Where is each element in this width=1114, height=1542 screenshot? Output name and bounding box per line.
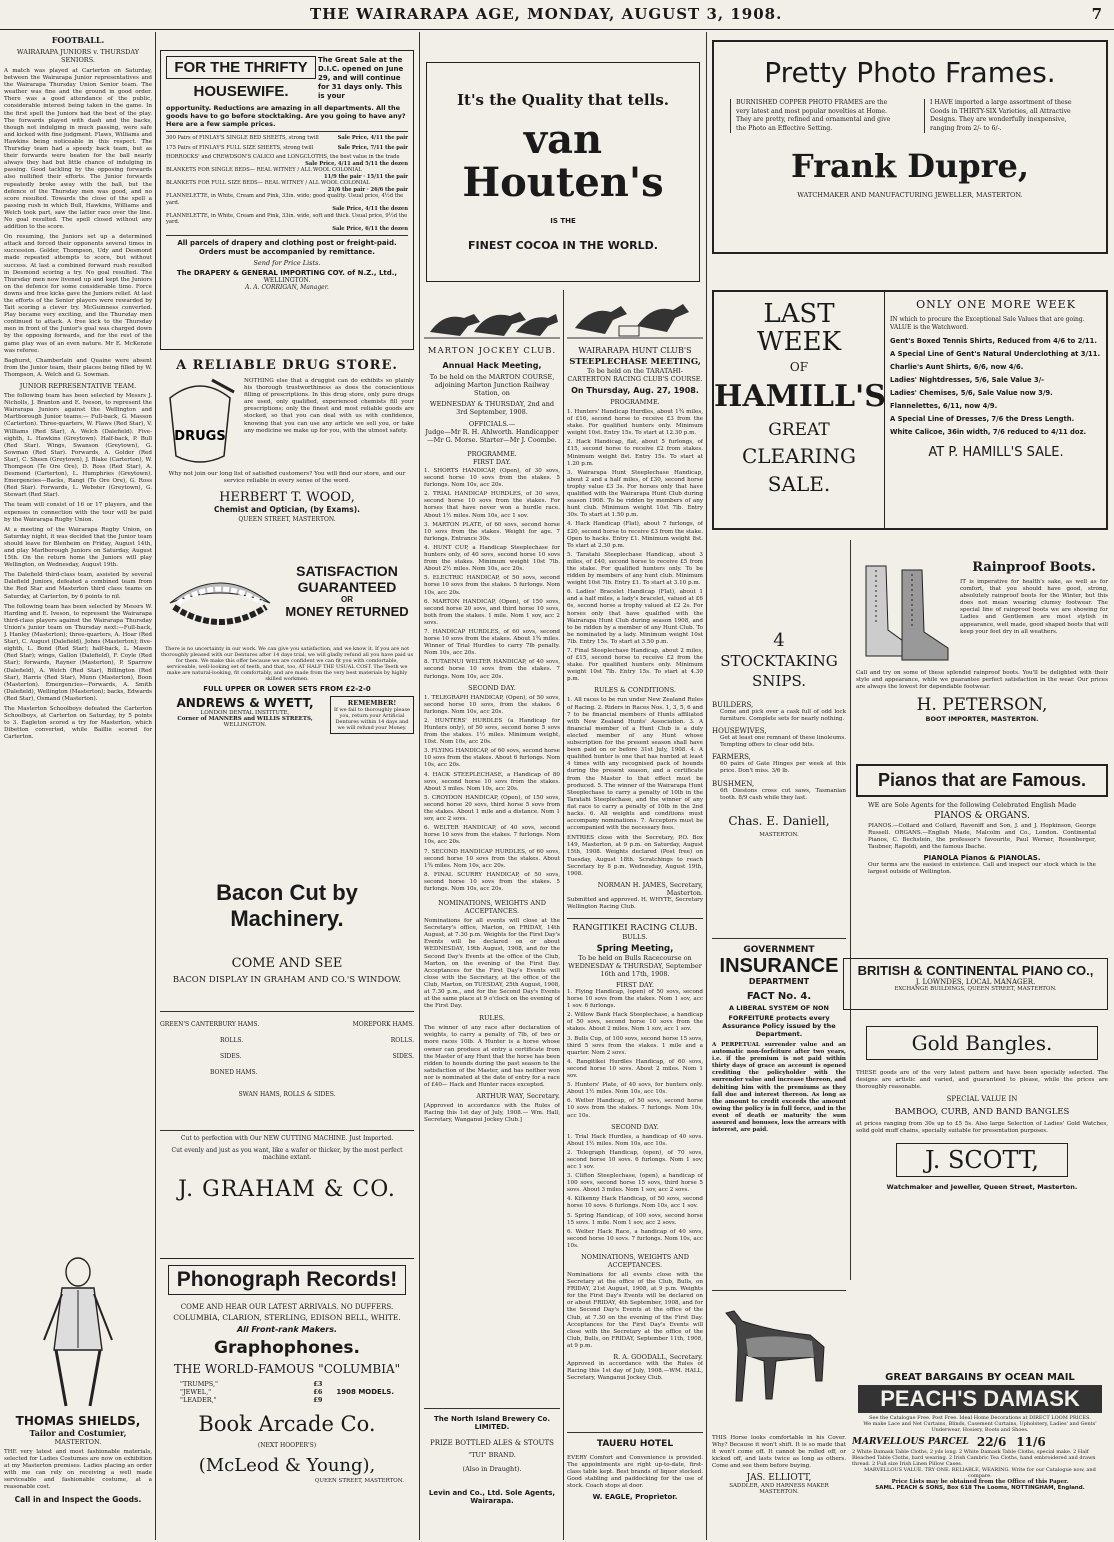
peach-price: 22/6 <box>976 1435 1007 1449</box>
race-item: 5. CROYDON HANDICAP, (Open), of 150 sovs, second horse 20 sovs, third horse 5 sovs from the stakes. About 1 mile and a distance. Nom 1 sov, acc 2 sovs. <box>424 794 560 823</box>
dental-h3: OR <box>341 595 353 604</box>
brewery-draught: (Also in Draught). <box>462 1465 522 1473</box>
dentures-illustration <box>160 563 280 643</box>
snips-title: STOCKTAKING SNIPS. <box>720 652 838 690</box>
bangles-bamboo: BAMBOO, CURB, AND BAND BANGLES <box>894 1107 1070 1118</box>
photo-frames-ad <box>712 40 1108 254</box>
rangitikei-ad <box>567 918 703 1418</box>
dental-h2: GUARANTEED <box>297 579 397 595</box>
peach-price-lists: Price Lists may be obtained from the Office of this Paper. <box>891 1479 1069 1485</box>
hunt-prog: PROGRAMME. <box>610 398 660 406</box>
race-item: 6. Ladies' Bracelet Handicap (Flat), about 1 and a half miles, a lady's bracelet, valued at £6 6s, second horse a trophy valued at £2 2s. For horses only that have qualified with the Wairarapa Hunt Club during season 1908, and to be ridden by a member of any Hunt Club. To be nominated by a lady. Minimum weight 10st 7lb. Entry 15s. To start at 3.50 p.m. <box>567 589 703 645</box>
phono-title: Phonograph Records! <box>168 1265 406 1295</box>
football-para: At a meeting of the Wairarapa Rugby Union, on Saturday night, it was decided that the Junior team should leave for Blenheim on Friday, August 14th, and play Marlborough Juniors on Saturday, August 15th. On the return home the Juniors will play Wellington, on Wednesday, August 19th. <box>4 526 152 569</box>
drug-sub: Chemist and Optician, (by Exams). <box>213 505 360 514</box>
race-item: 5. ELECTRIC HANDICAP, of 50 sovs, second horse 10 sovs from the stakes. 5 furlongs. Nom 10s, acc 20s. <box>424 575 560 596</box>
marton-meeting: Annual Hack Meeting, <box>442 361 542 370</box>
phono-model-row: "JEWEL," £6 <box>180 1388 323 1396</box>
football-para: The following team has been selected by Messrs J. Nicholls, J. Branton and E. Iveson, to represent the Wairarapa Juniors against the Wellington and Martborough Junior teams:— Full-back, G. Masson (Carterton). Three-quarters, W. Flaws (Red Star), V. Williams (Red Star), A. Welch (Dalefield). Five-eighth, L. Hawkins (Greytown). Half-back, P. Bull (Red Star). Wings, Swanson (Greytown), G. Sowman (Red Star). Forwards, A. Golder (Red Star), C. Sheen (Greytown), J. Blake (Carterton), W. Thompson (Te Ore Ore), D. Ross (Red Star), A. Desmond (Carterton), L. Humphries (Greytown). Emergencies—Backs, Rangi (Te Ore Ore), G. Ross (Red Star). Forwards, L. Webster (Greytown), G. Stewart (Red Star). <box>4 393 152 499</box>
marton-prog: PROGRAMME. <box>467 450 517 458</box>
graham-name: J. GRAHAM & CO. <box>178 1177 396 1202</box>
bacon-item: SIDES. <box>392 1053 414 1060</box>
peach-price-2: 11/6 <box>1016 1435 1046 1449</box>
rangitikei-approved: Approved in accordance with the Rules of Racing this 1st day of July, 1908.—WM. HALL, Secretary, Wanganui Jockey Club. <box>567 1361 703 1382</box>
thrifty-title-2: HOUSEWIFE. <box>193 83 289 100</box>
football-para: On resuming, the Juniors set up a determined attack and forced their opponents several times in succession. Golder, Thompson, Udy and Desmond made repeated attempts to score, but without success. At last a combined forward rush resulted in Desmond scoring a try. No goal resulted. The Thursday men now livened up and kept the Juniors on the defence for some considerable time. Force downs and free kicks gave the Juniors relief. At last the efforts of the Senior players were rewarded by Tait scoring a clever try. McGuinness converted. Play became very exciting, and the Thursday men continued to attack. A free kick to the Thursday men in front of the Junior's goal was charged down by the opposing forwards, and for the rest of the game play was of an even nature. Mr E. McKenzie was referee. <box>4 234 152 354</box>
column-rule <box>706 32 707 1540</box>
page-number: 7 <box>1091 5 1102 23</box>
race-item: 4. HUNT CUP, a Handicap Steeplechase for hunters only, of 40 sovs, second horse 10 sovs from the stakes. Minimum weight 10st 7lb. About 2½ miles. Nom 10s, acc 20s. <box>424 544 560 573</box>
rangitikei-first-list <box>567 989 703 1120</box>
hamill-of: OF <box>789 360 809 374</box>
brewery-tui: "TUI" BRAND. <box>468 1451 516 1459</box>
bacon-cut-1: Cut to perfection with Our NEW CUTTING MACHINE. Just Imported. <box>180 1135 394 1142</box>
hamill-only: ONLY ONE MORE WEEK <box>916 298 1076 311</box>
cocoa-finest: FINEST COCOA IN THE WORLD. <box>468 239 658 252</box>
masthead <box>0 0 1114 30</box>
pianos-title: Pianos that are Famous. <box>856 764 1108 797</box>
bangles-sub: Watchmaker and Jeweller, Queen Street, Masterton. <box>886 1183 1078 1192</box>
frames-left: BURNISHED COPPER PHOTO FRAMES are the very latest and most popular novelties at Home. They are pretty, refined and ornamental and give the Photo an Effective Setting. <box>730 99 896 133</box>
thrifty-footer: All parcels of drapery and clothing post or freight-paid. Orders must be accompanied by remittance. <box>177 239 397 256</box>
elliott-town: MASTERTON. <box>759 1489 799 1496</box>
race-item: 4. HACK STEEPLECHASE, a Handicap of 80 sovs, second horse 10 sovs from the stakes. About 3 miles. Nom 10s, acc 20s. <box>424 771 560 792</box>
shields-sub: Tailor and Costumier, <box>29 1428 127 1438</box>
marton-dates: WEDNESDAY & THURSDAY, 2nd and 3rd September, 1908. <box>429 400 555 416</box>
peach-desc: We make Lace and Net Curtains, Blinds, Casement Curtains, Upholstery, Ladies' and Gents' Underwear, Hosiery, Boots and Shoes. <box>863 1421 1097 1433</box>
frames-name: Frank Dupre, <box>790 147 1030 185</box>
marton-day1-list <box>424 468 560 681</box>
hamill-item: A Special Line of Gent's Natural Underclothing at 3/11. <box>890 350 1101 358</box>
hunters-jumping-illustration <box>567 292 703 342</box>
phono-model-row: "TRUMPS," £3 <box>180 1380 323 1388</box>
pianos-kinds: PIANOS & ORGANS. <box>934 811 1030 821</box>
pianos-company: BRITISH & CONTINENTAL PIANO CO., <box>857 963 1094 978</box>
pianos-intro: WE are Sole Agents for the following Celebrated English Made <box>868 801 1077 809</box>
thrifty-item: BLANKETS FOR FULL SIZE BEDS— REAL WITNEY / ALL WOOL COLONIAL 21/6 the pair · 26/6 the pair <box>166 180 408 193</box>
boots-ad <box>856 560 1108 760</box>
bacon-item: ROLLS. <box>220 1037 244 1044</box>
insurance-body: A PERPETUAL surrender value and an automatic non-forfeiture after two years, i.e. if the premium is not paid within thirty days of grace an account is opened crediting the policyholder with the surrender value and increase thereon, and debiting him with the premiums as they fall due and interest thereon. As long as the amount to credit exceeds the amount owing the policy is in full force, and in the event of death or maturity the sum assured and bonuses, less the arrears with interest, are paid. <box>712 1042 846 1134</box>
hamill-item: A Special Line of Dresses, 7/6 the Dress Length. <box>890 415 1075 423</box>
thrifty-item: BLANKETS FOR SINGLE BEDS— REAL WITNEY / ALL WOOL COLONIAL 11/9 the pair · 15/11 the pair <box>166 167 408 180</box>
race-item: 5. Hunters' Plate, of 40 sovs, for hunters only. About 1½ miles. Nom 10s, acc 10s. <box>567 1082 703 1096</box>
drugs-graphic-label: DRUGS <box>174 429 226 444</box>
horse-with-cover-illustration <box>712 1291 846 1431</box>
race-item: 4. Kilkenny Hack Handicap, of 50 sovs, second horse 10 sovs. 6 furlongs. Nom 10s, acc 1 sov. <box>567 1196 703 1210</box>
phono-famous: THE WORLD-FAMOUS "COLUMBIA" <box>173 1362 401 1376</box>
hamill-great: GREAT <box>768 420 830 440</box>
hamill-intro: IN which to procure the Exceptional Sale Values that are going. VALUE is the Watchword. <box>890 316 1085 331</box>
race-item: 6. WELTER HANDICAP, of 40 sovs, second horse 10 sovs from the stakes. 7 furlongs. Nom 10s, acc 20s. <box>424 825 560 846</box>
cocoa-quality: It's the Quality that tells. <box>457 91 669 109</box>
thrifty-item: FLANNELETTE, in White, Cream and Pink, 33in. wide, soft and thick. Usual price, 9½d the yard. Sale Price, 6/11 the dozen <box>166 212 408 232</box>
phono-model-row: "LEADER," £9 <box>180 1396 323 1404</box>
marton-day2: SECOND DAY. <box>468 683 516 692</box>
race-item: 2. TRIAL HANDICAP HURDLES, of 30 sovs, second horse 10 sovs from the stakes. For horses that have never won a hurdle race. About 1½ miles. Nom 10s, acc 1 sov. <box>424 491 560 519</box>
race-item: 2. HUNTERS' HURDLES (a Handicap for Hunters only), of 50 sovs, second horse 5 sovs from the stakes. 1½ miles. Minimum weight, 10st. Nom 10s, acc 20s. <box>424 717 560 746</box>
phono-allmakers: All Front-rank Makers. <box>236 1325 338 1334</box>
bacon-swan: SWAN HAMS, ROLLS & SIDES. <box>238 1091 336 1098</box>
boots-body-2: Call and try on some of these splendid rainproof boots. You'll be delighted with their style and appearance, while we guarantee perfect satisfaction in the wear. Our prices are always the lowest for dependable footwear. <box>856 670 1108 691</box>
boots-body: IT is imperative for health's sake, as well as for comfort, that you should have good, strong, absolutely rainproof boots for the Winter, but this does not mean wearing clumsy footwear. The special line of rainproof boots we are showing for Ladies and Gentlemen are most stylish in appearance, well made, good shaped boots that will keep your feet dry in all weathers. <box>960 579 1108 635</box>
pianos-list: PIANOS.—Collard and Collard, Raveniff and Son, J. and J. Hopkinson, George Russell. ORGANS.—English Made, Malcolm and Co., London. Continental Pianos, C. Bechstein, the professor's favourite, Paul Werner, Rosenberger, Taubner, Rapoldi, and the famous Ibache. <box>868 823 1096 851</box>
hamill-item: Flannelettes, 6/11, now 4/9. <box>890 402 998 410</box>
phono-models-label: 1908 MODELS. <box>336 1388 394 1396</box>
bacon-item: MOREPORK HAMS. <box>352 1021 414 1028</box>
bacon-ad <box>160 880 414 1130</box>
phono-mcleod: (McLeod & Young), <box>198 1455 376 1476</box>
hamill-week: WEEK <box>756 327 842 357</box>
thrifty-item: 300 Pairs of FINLAY'S SINGLE BED SHEETS, strong twill Sale Price, 4/11 the pair <box>166 135 408 141</box>
race-item: 4. Rangitikei Hurdles Handicap, of 60 sovs, second horse 10 sovs. About 2 miles. Nom 1 sov. <box>567 1058 703 1080</box>
taueru-name: W. EAGLE, Proprietor. <box>592 1493 678 1502</box>
football-para: Baghurst, Chamberlain and Quaine were absent from the Junior team, their places being filled by W. Thompson, A. Welch and G. Sowman. <box>4 357 152 378</box>
bacon-cut-2: Cut evenly and just as you want, like a wafer or thicker, by the most perfect machine extant. <box>171 1147 403 1161</box>
race-item: 6. Welter Handicap, of 50 sovs, second horse 10 sovs from the stakes. 7 furlongs. Nom 10s, acc 10s. <box>567 1098 703 1119</box>
hunt-rules-head: RULES & CONDITIONS. <box>594 686 676 695</box>
marton-day1: FIRST DAY. <box>473 458 511 466</box>
race-item: 3. Bulls Cup, of 100 sovs, second horse 15 sovs, third 5 sovs from the stakes. 1 mile and a quarter. Nom 2 sovs. <box>567 1035 703 1056</box>
hamill-at: AT P. HAMILL'S SALE. <box>928 445 1064 460</box>
football-subheading: WAIRARAPA JUNIORS v. THURSDAY SENIORS. <box>16 48 140 64</box>
thrifty-intro: opportunity. Reductions are amazing in all departments. All the goods have to go before stocktaking. Are you going to have any? Here are a few sample prices. <box>166 104 406 128</box>
race-item: 1. Hunters' Handicap Hurdles, about 1¾ miles, of £16, second horse to receive £3 from the stake. For qualified hunters only. Minimum weight 10st. Entry 15s. To start at 12.30 p.m. <box>567 409 703 437</box>
elliott-ad <box>712 1290 846 1538</box>
bangles-special: SPECIAL VALUE IN <box>946 1095 1018 1104</box>
stocktaking-ad <box>712 560 846 890</box>
dental-price: FULL UPPER OR LOWER SETS FROM £2-2-0 <box>203 685 371 693</box>
thrifty-item: HORROCKS' and CREWDSON'S CALICO and LONGCLOTHS, the best value in the trade Sale Price, 4/11 and 5/11 the dozen <box>166 154 408 167</box>
bacon-item: BONED HAMS. <box>210 1069 258 1076</box>
rangitikei-dates: WEDNESDAY & THURSDAY, September 16th and 17th, 1908. <box>568 962 702 978</box>
hunt-sec: NORMAN H. JAMES, Secretary, Masterton. <box>597 880 703 897</box>
marton-jockey-club-ad <box>424 292 560 1402</box>
phono-addr: QUEEN STREET, MASTERTON. <box>314 1478 404 1484</box>
peach-tail: MARVELLOUS VALUE. TRY ONE. RELIABLE, WEARING. Write for our Catalogue now, and compare. <box>864 1467 1096 1479</box>
snips-bushmen: BUSHMEN, <box>712 779 755 788</box>
thrifty-send: Send for Price Lists. <box>253 259 321 267</box>
dental-sub: LONDON DENTAL INSTITUTE, <box>200 710 290 716</box>
dental-ad <box>160 563 414 748</box>
race-item: 7. Final Steeplechase Handicap, about 2 miles, of £15, second horse to receive £2 from the stake. For qualified hunters only. Minimum weight 10st 7lb. Entry 15s. To start at 4.30 p.m. <box>567 648 703 683</box>
drug-title: A RELIABLE DRUG STORE. <box>176 358 398 373</box>
elliott-body: THIS Horse looks comfortable in his Cover. Why? Because it won't shift. It is so made that it won't come off. It cannot be rolled off, or kicked off, and lasts twice as long as others. Come and see them before buying. <box>712 1435 846 1470</box>
insurance-gov: GOVERNMENT <box>743 945 815 955</box>
insurance-liberal: A LIBERAL SYSTEM OF NON <box>729 1004 829 1012</box>
race-item: 3. MARTON PLATE, of 60 sovs, second horse 10 sovs from the stakes. Weight for age. 7 furlongs. Entrance 30s. <box>424 521 560 542</box>
hamill-sale: SALE. <box>767 472 831 496</box>
bangles-body: THESE goods are of the very latest pattern and have been specially selected. The designs are artistic and varied, and guaranteed to please, while the prices are thoroughly reasonable. <box>856 1070 1108 1091</box>
race-item: 6. MARTON HANDICAP, (Open), of 150 sovs, second horse 20 sovs, and third horse 10 sovs, both from the stakes. 1 mile. Nom 1 sov, acc 2 sovs. <box>424 598 560 626</box>
thrifty-side: The Great Sale at the D.I.C. opened on June 29, and will continue for 31 days only. This is your <box>318 56 404 100</box>
insurance-forfeit: FORFEITURE protects every Assurance Policy issued by the Department. <box>722 1014 836 1038</box>
snips-house-body: Get at least one remnant of these linoleums. Tempting offers to clear odd bits. <box>720 735 846 749</box>
snips-name: Chas. E. Daniell, <box>728 813 830 828</box>
thrifty-ad <box>160 50 414 350</box>
phono-makers: COLUMBIA, CLARION, STERLING, EDISON BELL, WHITE. <box>173 1313 401 1322</box>
boots-sub: BOOT IMPORTER, MASTERTON. <box>925 715 1039 724</box>
brewery-prize: PRIZE BOTTLED ALES & STOUTS <box>430 1439 554 1447</box>
drug-addr: QUEEN STREET, MASTERTON. <box>238 516 336 523</box>
race-item: 2. Willow Bank Hack Steeplechase, a handicap of 50 sovs, second horse 10 sovs from the stakes. About 2 miles. Nom 1 sov, acc 1 sov. <box>567 1012 703 1033</box>
race-item: 3. Wairarapa Hunt Steeplechase Handicap, about 2 and a half miles, of £30, second horse trophy value £3 3s. For horses only that have qualified with the Wairarapa Hunt Club during season 1908. To be ridden by members of any hunt club. Minimum weight 10st 7lb. Entry 30s. To start at 1.50 p.m. <box>567 469 703 519</box>
marton-nom-body: Nominations for all events will close at the Secretary's office, Marton, on FRIDAY, 14th August, at 7.30 p.m. Weights for the First Day's Events will be declared on or about WEDNESDAY, 19th August, 1908, and for the Second Day's Events at the office of the Club, Marton, on the evening of the First Day. Acceptances for the First Day's Events will close with the Secretary, at the office of the Club, Marton, on TUESDAY, 25th August, 1908, at 7.30 p.m., and for the Second Day's Events at the same place at 9 o'clock on the evening of the First Day. <box>424 918 560 1010</box>
race-item: 4. Hack Handicap (Flat), about 7 furlongs, of £20, second horse to receive £3 from the stake. Open to hacks. Entry £1. Minimum weight 8st. To start at 2.30 p.m. <box>567 521 703 549</box>
hamill-item: White Calicoe, 36in width, 7/6 reduced to 4/11 doz. <box>890 428 1087 436</box>
pianos-pianola: PIANOLA Pianos & PIANOLAS. <box>923 854 1041 863</box>
bacon-list-right <box>304 1017 414 1081</box>
race-item: 5. Spring Handicap, of 100 sovs, second horse 15 sovs. 1 mile. Nom 1 sov, acc 2 sovs. <box>567 1212 703 1226</box>
hunt-approved: Submitted and approved. H. WHYTE, Secretary Wellington Racing Club. <box>567 896 703 910</box>
marton-day2-list <box>424 695 560 893</box>
insurance-ins: INSURANCE <box>719 955 839 977</box>
hamill-item: Gent's Boxed Tennis Shirts, Reduced from 4/6 to 2/11. <box>890 337 1097 345</box>
marton-to: To be held on the MARTON COURSE, adjoining Marton Junction Railway Station, on <box>429 373 555 397</box>
race-item: 1. Flying Handicap, (open) of 50 sovs, second horse 10 sovs from the stakes. Nom 1 sov, acc 1 sov. 6 furlongs. <box>567 989 703 1010</box>
phono-next: (NEXT HOOPER'S) <box>257 1442 317 1449</box>
rangitikei-first: FIRST DAY. <box>616 981 654 989</box>
phono-intro: COME AND HEAR OUR LATEST ARRIVALS. NO DUFFERS. <box>180 1303 394 1311</box>
thrifty-title-1: FOR THE THRIFTY <box>166 56 316 79</box>
column-rule <box>563 290 564 1540</box>
hamill-last: LAST <box>763 299 835 329</box>
snips-builders-body: Come and pick over a cask full of odd lock furniture. Complete sets for nearly nothing. <box>720 709 846 723</box>
hunt-steeple: STEEPLECHASE MEETING, <box>569 357 701 367</box>
phono-grapho: Graphophones. <box>214 1338 360 1358</box>
insurance-dept: DEPARTMENT <box>748 977 810 986</box>
snips-bushmen-body: 6ft Diestons cross cut saws, Tasmanian tooth. 8/9 cash while they last. <box>720 787 846 801</box>
thrifty-price-list <box>166 131 408 236</box>
race-item: 2. Hack Handicap, flat, about 5 furlongs, of £15, second horse to receive £2 from stakes. Minimum weight 8st. Entry 15s. To start at 1.20 p.m. <box>567 439 703 467</box>
bacon-item: GREEN'S CANTERBURY HAMS. <box>160 1021 260 1028</box>
marton-rules-body: The winner of any race after declaration of weights, to carry a penalty of 7lb, of two or more races 10lb. A Hunter is a horse whose owner can produce at entry a certificate from the Master of any Hunt that the horse has been ridden to hounds during the past season to the satisfaction of the Master, and has neither won nor is nominated at the date of entry for a race of £40— Hack and Hunter races excepted. <box>424 1025 560 1089</box>
bangles-price: at prices ranging from 30s up to £5 5s. Also large Selection of Ladies' Gold Watches, solid gold muff chains, specially suitable for presentation purposes. <box>856 1121 1108 1135</box>
dental-h4: MONEY RETURNED <box>285 604 409 619</box>
peach-addr: SAML. PEACH & SONS, Box 618 The Looms, NOTTINGHAM, England. <box>875 1485 1085 1491</box>
thrifty-company: The DRAPERY & GENERAL IMPORTING COY. of N.Z., Ltd., <box>176 269 398 277</box>
column-rule <box>419 32 420 1540</box>
bacon-item: SIDES. <box>220 1053 242 1060</box>
hamill-item: Charlie's Aunt Shirts, 6/6, now 4/6. <box>890 363 1024 371</box>
dental-h1: SATISFACTION <box>296 563 398 579</box>
phono-models <box>180 1380 322 1404</box>
shields-name: THOMAS SHIELDS, <box>15 1414 141 1428</box>
frames-title: Pretty Photo Frames. <box>764 56 1056 89</box>
pianos-ad <box>856 764 1108 954</box>
rangitikei-town: BULLS. <box>622 933 648 941</box>
marton-officials: OFFICIALS.— <box>468 420 516 428</box>
phono-arcade: Book Arcade Co. <box>198 1412 376 1436</box>
peach-damask-ad <box>852 1372 1108 1538</box>
drug-body: NOTHING else that a druggist can do exhibits so plainly his thorough trustworthiness as does the conscientious filling of prescriptions. In this drug store, only pure drugs are used, only qualified, experienced chemists fill your prescriptions; only the finest and most reliable goods are stocked, so that you can deal with us with confidence, knowing that you can use any article we sell you, or take any medicine we make up for you, with the utmost safety. <box>244 378 414 434</box>
drug-note: Why not join our long list of satisfied customers? You will find our store, and our service reliable in every sense of the word. <box>168 471 406 484</box>
race-item: 8. FINAL SCURRY HANDICAP, of 50 sovs, second horse 10 sovs from the stakes. 5 furlongs. Nom 10s, acc 20s. <box>424 871 560 892</box>
football-para: The Dalefield third-class team, assisted by several Dalefield Juniors, defeated a combined team from the Red Star and Masterton third class teams on Saturday, at Carterton, by 6 points to nil. <box>4 572 152 600</box>
frames-sub: WATCHMAKER AND MANUFACTURING JEWELLER, MASTERTON. <box>797 191 1023 199</box>
snips-num: 4 <box>773 630 785 651</box>
snips-builders: BUILDERS, <box>712 701 754 709</box>
column-rule <box>850 540 851 1280</box>
snips-farmers-body: 60 pairs of Gate Hinges per week at this price. Don't miss. 3/6 lb. <box>720 761 846 775</box>
race-item: 1. TELEGRAPH HANDICAP, (Open), of 50 sovs, second horse 10 sovs, from the stakes. 6 furlongs. Nom 10s, acc 20s. <box>424 694 560 715</box>
marton-judge: Judge—Mr R. H. Ahlworth. Handicapper—Mr G. Morse. Starter—Mr J. Coombe. <box>425 428 559 444</box>
shields-call: Call in and Inspect the Goods. <box>14 1494 142 1504</box>
brewery-name: The North Island Brewery Co. LIMITED. <box>434 1415 550 1431</box>
dental-remember-body: If we fail to thoroughly please you, return your Artificial Dentures within 14 days and we will refund your Money. <box>333 707 411 731</box>
thrifty-manager: A. A. CORRIGAN, Manager. <box>245 284 329 291</box>
mortar-pestle-icon <box>160 378 240 468</box>
pianos-terms: Our terms are the easiest in existence. Call and inspect our stock which is the largest outside of Wellington. <box>868 862 1096 876</box>
phonograph-ad <box>160 1258 414 1540</box>
pianos-manager: J. LOWNDES, LOCAL MANAGER. <box>915 978 1036 986</box>
thrifty-item: FLANNELETTE, in White, Cream and Pink, 33in. wide; good quality. Usual price, 4½d the yard. Sale Price, 4/11 the dozen <box>166 193 408 212</box>
hunt-rules: 1. All races to be run under New Zealand Rules of Racing. 2. Riders in Races Nos. 1, 3, 5, 6 and 7 to be financial members of Hunts affiliated with New Zealand Hunts' Association. 3. A financial member of a Hunt Club is a duly elected member of any Hunt whose subscription for the present season shall have been paid on or before 31st July, 1908. 4. A qualified hunter is one that has hunted at least 4 times with any recognised pack of hounds during the present season, and a certificate from the Master to that effect must be produced. 5. The winner of the Wairarapa Hunt Steeplechase to carry a penalty of 10lb in the Taratahi Steeplechase, and the winner of any flat race to carry a penalty of 10lb in the 2nd hacks. 6. All weights and conditions must accompany nominations. 7. Acceptors must be accompanied with the necessary fees. <box>567 697 703 832</box>
peach-items: 2 White Damask Table Cloths, 2 yds long. 2 White Damask Table Cloths, special make. 2 Half Bleached Table Cloths, hard wearing. 2 Irish Cambric Tea Cloths, hand embroidered and drawn thread. 2 Full size Irish Linen Pillow Cases. <box>852 1449 1096 1467</box>
marton-club: MARTON JOCKEY CLUB. <box>427 346 557 356</box>
brewery-agents: Levin and Co., Ltd. Sole Agents, Wairarapa. <box>428 1489 556 1505</box>
shields-ad <box>4 1250 152 1538</box>
rangitikei-club: RANGITIKEI RACING CLUB. <box>572 923 698 933</box>
column-rule <box>155 32 156 1540</box>
cocoa-is: IS THE <box>550 217 576 225</box>
frames-right: I HAVE imported a large assortment of these Goods in THIRTY-SIX Varieties, all Attractive Designs. They are wonderfully inexpensive, ranging from 2/- to 6/-. <box>924 99 1090 133</box>
pianos-addr: EXCHANGE BUILDINGS, QUEEN STREET, MASTERTON. <box>894 986 1057 992</box>
taueru-title: TAUERU HOTEL <box>596 1439 674 1449</box>
boots-name: H. PETERSON, <box>916 695 1048 716</box>
race-item: 1. SHORTS HANDICAP, (Open), of 30 sovs, second horse 10 sovs from the stakes. 5 furlongs. Nom 10s, acc 20s. <box>424 468 560 489</box>
rangitikei-nom-head: NOMINATIONS, WEIGHTS AND ACCEPTANCES. <box>581 1253 689 1269</box>
bangles-name: J. SCOTT, <box>896 1143 1068 1177</box>
thrifty-town: WELLINGTON. <box>263 277 311 284</box>
taueru-body: EVERY Comfort and Convenience is provided. The appointments are right up-to-date, first-class table kept. Best brands of liquor stocked. Good stabling and paddocking for the use of stock. Coach stops at door. <box>567 1455 703 1490</box>
bacon-item: ROLLS. <box>390 1037 414 1044</box>
insurance-ad <box>712 938 846 1218</box>
peach-intro: See the Catalogue Free. Post Free. Ideal Home Decorations at DIRECT LOOM PRICES. <box>869 1415 1091 1421</box>
dental-addr: Corner of MANNERS and WILLIS STREETS, <box>177 716 313 722</box>
boots-illustration <box>856 560 956 670</box>
shields-body: THE very latest and most fashionable materials, selected for Ladies Costumes are now on exhibition at my Masterton premises. Ladies placing an order with me can rely on receiving a well made serviceable and fashionable costume, at a reasonable cost. <box>4 1449 152 1491</box>
football-para: The team will consist of 16 or 17 players, and the expenses in connection with the tour will be paid by the Wairarapa Rugby Union. <box>4 502 152 523</box>
graham-ad <box>160 1130 414 1240</box>
taueru-hotel-ad <box>567 1432 703 1538</box>
bacon-list-left <box>160 1017 288 1081</box>
insurance-fact: FACT No. 4. <box>746 991 812 1002</box>
elliott-sub: SADDLER, AND HARNESS MAKER <box>729 1483 829 1490</box>
hamill-clearing: CLEARING <box>741 444 857 468</box>
football-para: A match was played at Carterton on Saturday, between the Wairarapa Junior representatives and the Wairarapa Thursday Union Senior team. The weather was fine and the ground in good order. There was a good attendance of the public, considerable interest being taken in the game. In the first spell the Juniors had the best of the play. The forwards played with dash and the backs, though not indulging in much passing, were safe and kicked with fine judgment. Flaws, Williams and Hawkins being noticeable in this respect. The Thursday team had a speedy back team, but as their forwards were beaten for the ball nearly always they had but little chance of indulging in passing. Good tackling by the opposing forwards also nullified their efforts. The Junior forwards repeatedly broke away with the ball, but the defence of the Thursday men was good, and no score resulted. Towards the close of the spell a passing rush in which Bull, Hawkins, Williams and Welch took part, saw the latter race over the line. No goal resulted. The spell closed without any addition to the score. <box>4 68 152 231</box>
race-item: 7. HANDICAP HURDLES, of 60 sovs, second horse 10 sovs from the stakes. About 1¾ miles. Winner of Trial Hurdles to carry 7lb penalty. Nom 10s, acc 20s. <box>424 628 560 657</box>
rangitikei-nom-body: Nominations for all events close with the Secretary at the office of the Club, Bulls, on FRIDAY, 21st August, 1908, at 9 p.m. Weights for the First Day's Events will be declared on or about FRIDAY, 4th September, 1908, and for the Second Day's Events at the office of the Club, at 7.30 on the evening of the First Day. Acceptances for the First Day's Events will close with the Secretary at the office of the Club, Bulls, on FRIDAY, September 11th, 1908, at 9 p.m. <box>567 1272 703 1349</box>
thrifty-item: 175 Pairs of FINLAY'S FULL SIZE SHEETS, strong twill Sale Price, 7/11 the pair <box>166 144 408 151</box>
drug-name: HERBERT T. WOOD, <box>219 490 355 505</box>
peach-parcel: MARVELLOUS PARCEL <box>852 1437 969 1447</box>
dental-body: There is no uncertainty in our work. We can give you satisfaction, and we know it. If you are not thoroughly pleased with our Dentures after 14 days trial, we will gladly refund all you have paid us for them. We make this offer because we are confident we can fit you with comfortable, serviceable, well-looking set of teeth, and that, too, AT HALF THE USUAL COST. The Teeth we make are natural-looking, fit comfortably, and are made from the very best materials by highly skilled workmen. <box>160 646 414 682</box>
masthead-title: THE WAIRARAPA AGE, MONDAY, AUGUST 3, 1908. <box>310 5 783 23</box>
shields-town: MASTERTON. <box>54 1438 102 1446</box>
rangitikei-second-list <box>567 1134 703 1250</box>
brewery-ad <box>424 1408 560 1538</box>
football-para: The Masterton Schoolboys defeated the Carterton Schoolboys, at Carterton on Saturday, by 5 points to 3. Eagleton scored a try for Masterton, which Dibetton converted, while Baillie scored for Carterton. <box>4 705 152 741</box>
marton-nom-head: NOMINATIONS, WEIGHTS AND ACCEPTANCES. <box>438 899 546 916</box>
piano-company-box <box>843 958 1108 1010</box>
hunt-held: To be held on the TARATAHI-CARTERTON RACING CLUB'S COURSE. <box>567 367 703 383</box>
race-item: 3. Clifton Steeplechase, (open), a handicap of 100 sovs, second horse 15 sovs, third horse 5 sovs. About 3 miles. Nom 1 sov, acc 2 sovs. <box>567 1173 703 1194</box>
junior-team-heading: JUNIOR REPRESENTATIVE TEAM. <box>19 382 137 391</box>
bangles-title: Gold Bangles. <box>866 1026 1098 1060</box>
dental-remember: REMEMBER! <box>347 699 397 707</box>
peach-title: PEACH'S DAMASK <box>858 1385 1102 1413</box>
dental-town: WELLINGTON. <box>223 722 267 728</box>
hamill-ad <box>712 290 1108 530</box>
hunt-club: WAIRARAPA HUNT CLUB'S <box>578 346 692 355</box>
marton-rules-head: RULES. <box>479 1014 505 1023</box>
bacon-title: Bacon Cut by Machinery. <box>216 880 358 931</box>
snips-farmers: FARMERS, <box>712 753 751 762</box>
rangitikei-held: To be held on Bulls Racecourse on <box>578 954 692 962</box>
race-item: 3. FLYING HANDICAP, of 60 sovs, second horse 10 sovs from the stakes. About 6 furlongs. Nom 10s, acc 20s. <box>424 748 560 769</box>
race-item: 5. Taratahi Steeplechase Handicap, about 3 miles, of £40, second horse to receive £5 from the stake. For qualified hunters only. To be ridden by members of any hunt club. Minimum weight 10st 7lb. Entry £1. To start at 3.10 p.m. <box>567 551 703 587</box>
snips-town: MASTERTON. <box>759 831 799 838</box>
elliott-name: JAS. ELLIOTT, <box>746 1473 812 1484</box>
boots-title: Rainproof Boots. <box>972 560 1096 575</box>
football-para: The following team has been selected by Messrs W. Harding and E. Iveson, to represent the Wairarapa third-class players against the Wairarapa Thursday Union's junior team on Thursday next:—Full-back, J. Hanley (Masterton); three-quarters, A. Hoar (Red Star), C. August (Dalefield), Johns (Masterton); five-eighth, L. Bond (Red Star); half-back, L. Mason (Red Star); wings, Gallon (Dalefield), F. Coyle (Red Star); forwards, Rayner (Masterton), P. Sparrow (Dalefield), A. Welch (Red Star), Billington (Red Star), Harris (Red Star), Munn (Masterton), Boon (Masterton). Emergencies—Forwards, A. Smith (Dalefield), Wellington (Masterton); backs, Edwards (Red Star), Osmand (Masterton). <box>4 603 152 702</box>
race-item: 1. Trial Hack Hurdles, a handicap of 40 sovs. About 1½ miles. Nom 10s, acc 10s. <box>567 1133 703 1147</box>
racehorses-illustration <box>424 292 560 342</box>
dental-name: ANDREWS & WYETT, <box>176 696 314 710</box>
hunt-entries: ENTRIES close with the Secretary, P.O. Box 149, Masterton, at 9 p.m. on Saturday, August 15th, 1908. Weights declared (Post free) on Tuesday, August 18th. Scratchings to reach Secretary by 8 p.m. Wednesday, August 19th, 1908. <box>567 835 703 877</box>
cocoa-van: van <box>523 116 603 163</box>
rangitikei-second: SECOND DAY. <box>611 1122 659 1131</box>
hunt-date: On Thursday, Aug. 27, 1908. <box>571 386 699 395</box>
hamill-name: HAMILL'S <box>714 379 886 414</box>
marton-approved: [Approved in accordance with the Rules of Racing this 1st day of July, 1908.— Wm. Hall, Secretary, Wanganui Jockey Club.] <box>424 1103 560 1124</box>
snips-house: HOUSEWIVES, <box>712 727 767 736</box>
race-item: 6. Welter Hack Race, a handicap of 40 sovs, second horse 10 sovs. 7 furlongs. Nom 10s, acc 10s. <box>567 1228 703 1249</box>
drug-store-ad <box>160 358 414 558</box>
race-item: 2. Telegraph Handicap, (open), of 70 sovs, second horse 10 sovs. 6 furlongs. Nom 1 sov, acc 1 sov. <box>567 1149 703 1170</box>
race-item: 7. SECOND HANDICAP HURDLES, of 60 sovs, second horse 10 sovs from the stakes. About 1¾ miles. Nom 10s, acc 20s. <box>424 848 560 869</box>
bacon-display: BACON DISPLAY IN GRAHAM AND CO.'S WINDOW. <box>172 975 402 985</box>
rangitikei-meeting: Spring Meeting, <box>596 944 674 954</box>
race-item: 8. TUTAENUI WELTER HANDICAP, of 40 sovs, second horse 10 sovs from the stakes. 7 furlongs. Nom 10s, acc 20s. <box>424 659 560 680</box>
marton-sec: ARTHUR WAY, Secretary. <box>476 1092 560 1101</box>
cocoa-ad <box>426 62 700 282</box>
hunt-races-list <box>567 409 703 683</box>
bangles-ad <box>856 1018 1108 1248</box>
rangitikei-sec: R. A. GOODALL, Secretary. <box>613 1353 703 1362</box>
hamill-item: Ladies' Chemises, 5/6, Sale Value now 3/9. <box>890 389 1053 397</box>
hunt-club-ad <box>567 292 703 912</box>
football-article <box>4 36 152 1386</box>
peach-top: GREAT BARGAINS BY OCEAN MAIL <box>885 1372 1075 1383</box>
hamill-item: Ladies' Nightdresses, 5/6, Sale Value 3/- <box>890 376 1045 384</box>
football-heading: FOOTBALL. <box>51 36 105 45</box>
tailor-figure-illustration <box>4 1250 152 1410</box>
bacon-come: COME AND SEE <box>231 956 343 971</box>
cocoa-houtens: Houten's <box>462 159 664 206</box>
